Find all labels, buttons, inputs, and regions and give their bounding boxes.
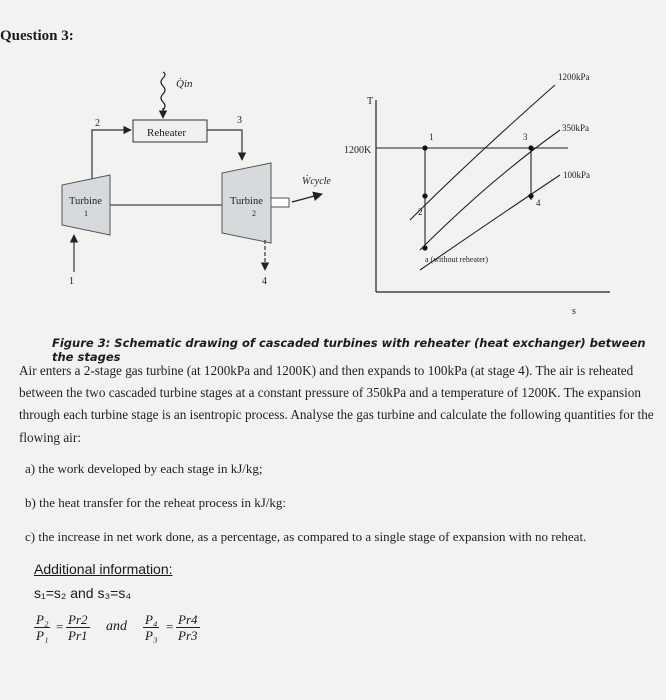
fraction-denominator: P₁ <box>36 628 49 643</box>
question-title: Question 3: <box>0 28 74 44</box>
isobar-350-label: 350kPa <box>562 123 589 133</box>
fraction-pr2-pr1 <box>66 612 90 643</box>
isentropic-relations: s₁=s₂ and s₃=s₄ <box>34 585 132 601</box>
additional-info-title: Additional information: <box>34 561 173 577</box>
point-4 <box>528 193 533 198</box>
problem-paragraph: Air enters a 2-stage gas turbine (at 1200kPa and 1200K) and then expands to 100kPa (at stage 4). The air is reheated between the two cascaded turbine stages at a constant pressure of 350kPa and a temperature of 1200K. The expansion through each turbine stage is an isentropic process. Analyse the gas turbine and calculate the following quantities for the flowing air: <box>19 363 654 445</box>
state-4-label: 4 <box>262 276 267 287</box>
point-3 <box>528 145 533 150</box>
turbine-1-name: Turbine <box>69 196 102 207</box>
s-axis-label: s <box>572 306 576 317</box>
point-1 <box>422 145 427 150</box>
temp-1200k-label: 1200K <box>344 145 372 156</box>
state-2-label: 2 <box>95 118 100 129</box>
question-c: c) the increase in net work done, as a percentage, as compared to a single stage of expansion with no reheat. <box>25 529 587 544</box>
pipe-2 <box>92 130 131 180</box>
fraction-numerator: Pr2 <box>68 612 88 627</box>
and-word: and <box>106 619 127 634</box>
isobar-100-label: 100kPa <box>563 170 590 180</box>
point-a <box>422 245 427 250</box>
pipe-3 <box>207 130 242 160</box>
question-a: a) the work developed by each stage in kJ/kg; <box>25 461 263 476</box>
point-3-label: 3 <box>523 132 528 142</box>
isobar-1200-label: 1200kPa <box>558 72 590 82</box>
t-axis-label: T <box>367 96 374 107</box>
figure <box>0 40 666 335</box>
fraction-denominator: Pr3 <box>178 628 198 643</box>
fraction-denominator: Pr1 <box>68 628 88 643</box>
work-arrow <box>292 194 322 202</box>
point-2 <box>422 193 427 198</box>
point-4-label: 4 <box>536 198 541 208</box>
state-3-label: 3 <box>237 115 242 126</box>
fraction-numerator: P₂ <box>36 612 49 627</box>
q-in-label: Q̇in <box>176 78 193 90</box>
state-1-label: 1 <box>69 276 74 287</box>
turbine-1-number: 1 <box>84 209 88 218</box>
fraction-pr4-pr3 <box>176 612 200 643</box>
turbine-2-name: Turbine <box>230 196 263 207</box>
isobar-1200 <box>410 85 555 220</box>
point-a-label: a (without reheater) <box>425 255 489 264</box>
turbine-2-number: 2 <box>252 209 256 218</box>
point-2-label: 2 <box>418 207 423 217</box>
question-b: b) the heat transfer for the reheat process in kJ/kg: <box>25 495 286 510</box>
fraction-numerator: P₄ <box>145 612 158 627</box>
equals-sign: = <box>166 619 174 634</box>
output-shaft-box <box>271 198 289 207</box>
fraction-numerator: Pr4 <box>178 612 198 627</box>
figure-caption: Figure 3: Schematic drawing of cascaded turbines with reheater (heat exchanger) between the stages <box>52 336 646 364</box>
fraction-p4-p3 <box>143 612 159 643</box>
w-cycle-label: Ẇcycle <box>302 176 331 187</box>
fraction-denominator: P₃ <box>145 628 158 643</box>
point-1-label: 1 <box>429 132 434 142</box>
fraction-p2-p1 <box>34 612 50 643</box>
heat-input-wave <box>161 72 165 110</box>
equals-sign: = <box>56 619 64 634</box>
reheater-label: Reheater <box>147 127 187 139</box>
